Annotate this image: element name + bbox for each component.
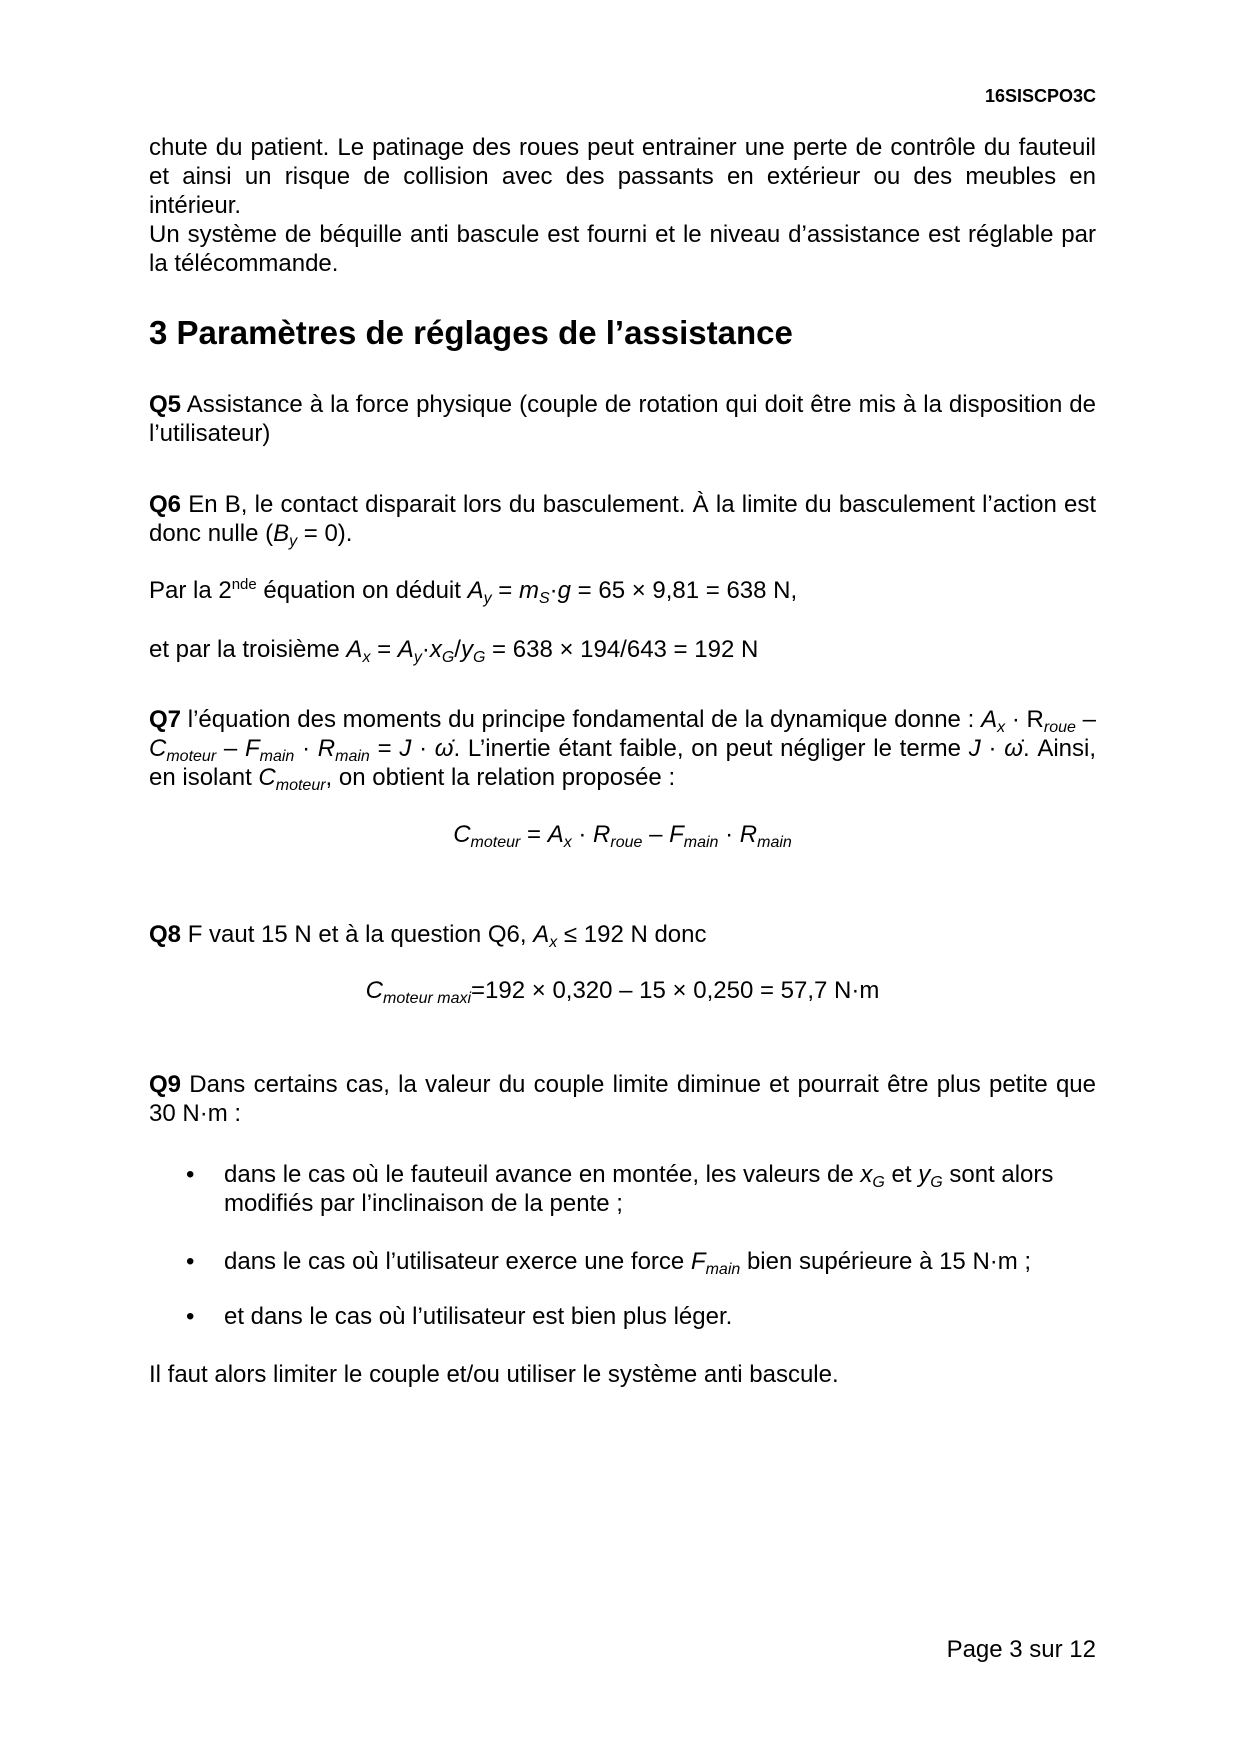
q6-line-2: Par la 2nde équation on déduit $A_y = m_S\cdot g = 65 \times 9,81 = 638$ N,	[149, 576, 798, 607]
q6-text-end: = 0).	[297, 520, 353, 547]
document-code: 16SISCPO3C	[984, 86, 1096, 106]
intro-text	[149, 133, 1096, 278]
q7-text-b: . L’inertie étant faible, on peut négliger le terme	[453, 735, 969, 762]
q6-by-sub: y	[289, 533, 298, 550]
bullet1-text-b: sont alors modifiés par l’inclinaison de la pente ;	[224, 1161, 1054, 1217]
page-number: Page 3 sur 12	[946, 1636, 1096, 1663]
q7-text-d: , on obtient la relation proposée :	[325, 764, 676, 791]
q5-block	[149, 390, 1096, 448]
section-title: 3 Paramètres de réglages de l’assistance	[149, 314, 793, 351]
q6-by: B	[273, 520, 290, 547]
intro-paragraph-2: Un système de béquille anti bascule est fourni et le niveau d’assistance est réglable par la télécommande.	[149, 221, 1096, 277]
q6-line3-a: et par la troisième	[149, 636, 347, 663]
list-item	[186, 1302, 1096, 1331]
q5-text: Assistance à la force physique (couple de rotation qui doit être mis à la disposition de l’utilisateur)	[149, 391, 1097, 447]
q6-line2-sup: nde	[231, 576, 257, 593]
list-item: • dans le cas où le fauteuil avance en montée, les valeurs de $x_G$ et $y_G$ sont alors modifiés par l’inclinaison de la pente ;	[186, 1161, 1054, 1217]
q8-text-end: ≤ 192 N donc	[557, 921, 707, 948]
list-item: • dans le cas où l’utilisateur exerce une force $F_{main}$ bien supérieure à 15 N·m ;	[186, 1248, 1032, 1278]
bullet2-text-b: bien supérieure à 15 N·m ;	[740, 1248, 1032, 1275]
q7-block: Q7 l’équation des moments du principe fondamental de la dynamique donne : $A_x \cdot R_{roue} - C_{moteur} - F_{main} \cdot R_{main} = J$ · ω̇. L’inertie étant faible, on peut négliger le terme J · ω̇. Ainsi, en isolant $C_{moteur}$, on obtient la relation proposée :	[149, 706, 1097, 794]
bullet2-text-a: dans le cas où l’utilisateur exerce une force	[224, 1248, 691, 1275]
bullet-icon: •	[186, 1161, 195, 1188]
q7-label: Q7	[149, 706, 182, 733]
q6-text: En B, le contact disparait lors du basculement. À la limite du basculement l’action est donc nulle (	[149, 491, 1096, 547]
intro-paragraph-1: chute du patient. Le patinage des roues peut entrainer une perte de contrôle du fauteuil et ainsi un risque de collision avec des passants en extérieur ou des meubles en intérieur.	[149, 134, 1096, 219]
q9-block	[149, 1070, 1096, 1128]
q8-result: =192 × 0,320 – 15 × 0,250 = 57,7 N·m	[471, 977, 880, 1004]
q9-bullet-list	[186, 1160, 1096, 1218]
q9-bullet-list-3	[186, 1302, 1096, 1331]
q6-line-3: et par la troisième $A_x = A_y\cdot x_G/y_G = 638 \times 194/643 = 192$ N	[149, 636, 759, 666]
q8-formula: $C_{moteur maxi}=192 \times 0,320 - 15 \times 0,250 = 57,7$ N·m	[365, 977, 880, 1007]
q5-label: Q5	[149, 391, 182, 418]
q6-block	[149, 490, 1096, 548]
q8-label: Q8	[149, 921, 182, 948]
q9-text: Dans certains cas, la valeur du couple limite diminue et pourrait être plus petite que 30 N·m :	[149, 1071, 1096, 1127]
bullet-icon: •	[186, 1248, 195, 1275]
q6-line2-a: Par la 2	[149, 577, 232, 604]
q9-label: Q9	[149, 1071, 182, 1098]
q6-line2-b: équation on déduit	[256, 577, 468, 604]
q8-block: Q8 F vaut 15 N et à la question Q6, $A_x \le 192$ N donc	[149, 921, 707, 951]
q9-conclusion	[149, 1360, 1096, 1389]
q7-formula: $C_{moteur} = A_x \cdot R_{roue} - F_{main} \cdot R_{main}$	[453, 821, 792, 851]
q6-line2-eq: = 65 × 9,81 = 638 N,	[571, 577, 798, 604]
q7-text-c: . Ainsi, en isolant	[149, 735, 1097, 791]
q8-text: F vaut 15 N et à la question Q6,	[187, 921, 534, 948]
q6-line3-eq: = 638 × 194/643 = 192 N	[485, 636, 759, 663]
bullet1-text-a: dans le cas où le fauteuil avance en montée, les valeurs de	[224, 1161, 861, 1188]
bullet-icon: •	[186, 1303, 195, 1330]
q7-text-a: l’équation des moments du principe fondamental de la dynamique donne :	[187, 706, 975, 733]
q6-label: Q6	[149, 491, 182, 518]
bullet3-text: et dans le cas où l’utilisateur est bien plus léger.	[224, 1303, 733, 1330]
q9-bullet-list-2	[186, 1247, 1096, 1276]
q9-conclusion-text: Il faut alors limiter le couple et/ou utiliser le système anti bascule.	[149, 1361, 839, 1388]
